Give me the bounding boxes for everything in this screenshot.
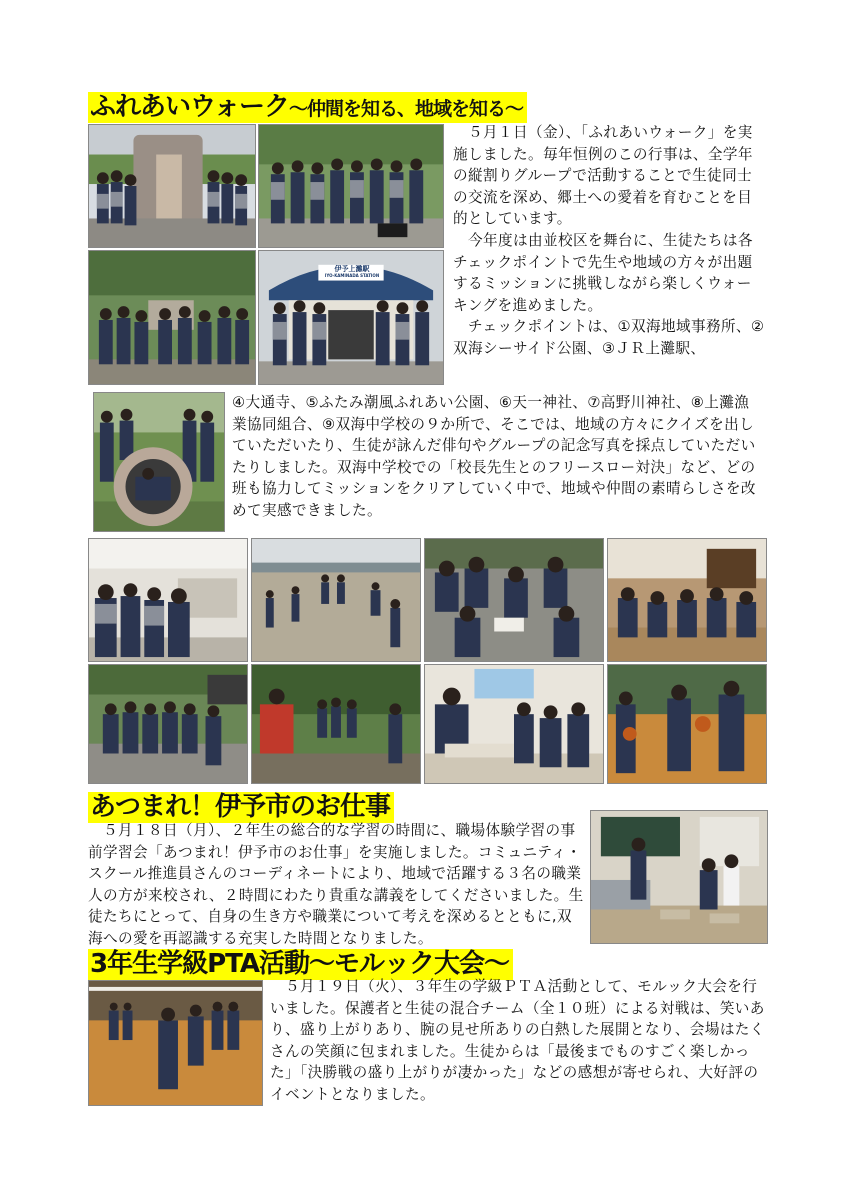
station-sign-romaji: IYO-KAMINADA STATION	[324, 273, 380, 278]
photo-career-lecture-classroom	[590, 810, 768, 944]
section-heading-fureai-walk	[88, 92, 527, 123]
heading-sub-text: ～仲間を知る、地域を知る～	[288, 98, 523, 120]
fureai-walk-text-right	[453, 122, 765, 360]
photo-molkky-tournament-gym	[88, 980, 263, 1106]
paragraph: ５月１日（金）、「ふれあいウォーク」を実施しました。毎年恒例のこの行事は、全学年の縦割りグループで活動することで生徒同士の交流を深め、郷土への愛着を育むことを目的としています。	[453, 124, 753, 228]
fureai-walk-text-wrap	[232, 392, 764, 522]
paragraph: ５月１８日（月）、２年生の総合的な学習の時間に、職場体験学習の事前学習会「あつまれ！伊予市のお仕事」を実施しました。コミュニティ・スクール推進員さんのコーディネートにより、地域で活躍する３名の職業人の方が来校され、２時間にわたり貴重な講義をしてくださいました。生徒たちにとって、自身の生き方や職業について考えを深めるとともに,双海への愛を再認識する充実した時間となりました。	[88, 822, 584, 947]
photo-students-with-local-man	[424, 664, 604, 784]
photo-students-at-shrine	[251, 664, 421, 784]
paragraph: ５月１９日（火）、３年生の学級ＰＴＡ活動として、モルック大会を行いました。保護者と生徒の混合チーム（全１０班）による対戦は、笑いあり、盛り上がりあり、腕の見せ所ありの白熱した展開となり、会場はたくさんの笑顔に包まれました。生徒からは「最後までものすごく楽しかった」「決勝戦の盛り上がりが凄かった」などの感想が寄せられ、大好評のイベントとなりました。	[270, 978, 765, 1103]
photo-students-in-temple-hall	[607, 538, 767, 662]
photo-group-at-monument-sign	[88, 250, 256, 385]
photo-students-sitting-on-wall	[88, 664, 248, 784]
iyo-jobs-text	[88, 820, 585, 950]
station-sign	[323, 265, 381, 278]
photo-group-at-stone-monument	[88, 124, 256, 248]
photo-group-in-front-of-trees	[258, 124, 444, 248]
molkky-text	[270, 976, 765, 1106]
paragraph: ④大通寺、⑤ふたみ潮風ふれあい公園、⑥天一神社、⑦高野川神社、⑧上灘漁業協同組合、⑨双海中学校の９か所で、そこでは、地域の方々にクイズを出していただいたり、生徒が詠んだ俳句やグループの記念写真を採点していただいたりしました。双海中学校での「校長先生とのフリースロー対決」など、どの班も協力してミッションをクリアしていく中で、地域や仲間の素晴らしさを改めて実感できました。	[232, 394, 756, 519]
photo-students-in-concrete-pipe	[93, 392, 225, 532]
station-sign-name: 伊予上灘駅	[334, 265, 370, 273]
photo-students-in-office	[88, 538, 248, 662]
paragraph: 今年度は由並校区を舞台に、生徒たちは各チェックポイントで先生や地域の方々が出題するミッションに挑戦しながら楽しくウォーキングを進めました。	[453, 231, 753, 314]
heading-main-text: あつまれ！伊予市のお仕事	[90, 792, 391, 822]
heading-main-text: 3年生学級PTA活動～モルック大会～	[90, 949, 509, 979]
heading-main-text: ふれあいウォーク	[90, 92, 289, 122]
photo-students-sitting-outdoors	[424, 538, 604, 662]
photo-students-on-beach	[251, 538, 421, 662]
section-heading-iyo-jobs	[88, 792, 394, 823]
photo-group-at-train-station	[258, 250, 444, 385]
paragraph: チェックポイントは、①双海地域事務所、②双海シーサイド公園、③ＪＲ上灘駅、	[453, 318, 765, 357]
photo-free-throw-contest-in-gym	[607, 664, 767, 784]
